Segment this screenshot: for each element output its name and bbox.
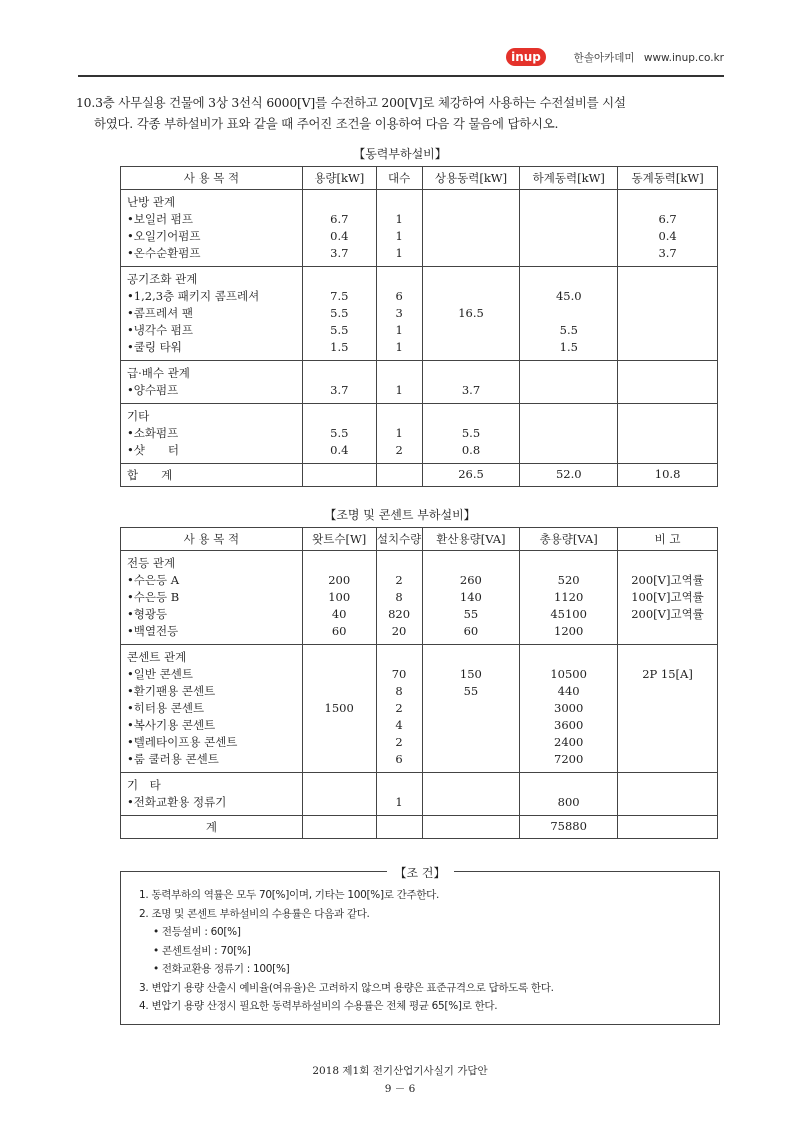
table-cell (121, 773, 303, 816)
conditions-title: 【조 건】 (387, 866, 454, 880)
total-value: 26.5 (422, 464, 520, 487)
condition-item: • 콘센트설비 : 70[%] (153, 944, 251, 957)
cell-value: 2 (395, 701, 403, 715)
table-cell (376, 404, 422, 464)
cell-value: 0.4 (658, 229, 677, 243)
column-header: 환산용량[VA] (422, 528, 520, 551)
cell-value (303, 751, 376, 768)
total-value (302, 464, 376, 487)
cell-value (423, 288, 520, 305)
cell-value: 1500 (324, 701, 354, 715)
cell-value: 10500 (550, 667, 587, 681)
table-cell (121, 361, 303, 404)
cell-value: 1 (395, 383, 403, 397)
cell-value: 5.5 (330, 323, 349, 337)
cell-value: 0.4 (330, 229, 349, 243)
item-label: •소화펌프 (127, 426, 179, 440)
item-label: •1,2,3층 패키지 콤프레셔 (127, 289, 260, 303)
table-cell (422, 645, 520, 773)
item-label: •보일러 펌프 (127, 212, 193, 226)
cell-value: 3600 (554, 718, 584, 732)
condition-item: • 전등설비 : 60[%] (153, 926, 241, 938)
item-label: •샷 터 (127, 443, 180, 457)
table1-caption: 【동력부하설비】 (353, 147, 447, 161)
cell-value (618, 322, 717, 339)
question-line-2: 하였다. 각종 부하설비가 표와 같을 때 주어진 조건을 이용하여 다음 각 물음에 답하시오. (94, 116, 559, 131)
cell-value: 2400 (554, 735, 584, 749)
total-value (376, 464, 422, 487)
column-header: 비 고 (618, 528, 718, 551)
cell-value (520, 211, 617, 228)
item-label: •형광등 (127, 607, 168, 621)
cell-value (423, 211, 520, 228)
cell-value: 140 (459, 590, 482, 604)
cell-value: 4 (395, 718, 403, 732)
total-value (422, 816, 520, 839)
cell-value (423, 717, 520, 734)
cell-value (618, 777, 717, 794)
cell-value: 8 (395, 590, 403, 604)
cell-value: 6 (395, 289, 403, 303)
cell-value (520, 365, 617, 382)
total-label: 계 (121, 816, 303, 839)
cell-value (618, 425, 717, 442)
cell-value: 520 (557, 573, 580, 587)
cell-value: 1 (395, 795, 403, 809)
condition-item: 3. 변압기 용량 산출시 예비율(여유율)은 고려하지 않으며 용량은 표준규격으로 답하도록 한다. (139, 981, 554, 994)
table-cell (520, 551, 618, 645)
cell-value (423, 245, 520, 262)
cell-value (377, 555, 422, 572)
table-cell (618, 551, 718, 645)
cell-value (423, 339, 520, 356)
cell-value (423, 555, 520, 572)
item-label: •수은등 B (127, 590, 180, 604)
cell-value: 2 (395, 443, 403, 457)
cell-value: 150 (459, 667, 482, 681)
table2-caption: 【조명 및 콘센트 부하설비】 (324, 508, 476, 522)
cell-value (377, 194, 422, 211)
item-label: 난방 관계 (127, 195, 176, 209)
item-label: •백열전등 (127, 624, 179, 638)
table-cell (376, 645, 422, 773)
cell-value (303, 194, 376, 211)
total-value: 75880 (520, 816, 618, 839)
table-cell (520, 645, 618, 773)
cell-value (423, 794, 520, 811)
cell-value (423, 751, 520, 768)
cell-value (618, 194, 717, 211)
cell-value (520, 777, 617, 794)
power-load-table (120, 166, 718, 487)
cell-value (520, 408, 617, 425)
column-header: 왓트수[W] (302, 528, 376, 551)
cell-value (303, 408, 376, 425)
cell-value (303, 555, 376, 572)
cell-value (618, 442, 717, 459)
cell-value (618, 408, 717, 425)
table-cell (121, 190, 303, 267)
cell-value (618, 305, 717, 322)
item-label: 급·배수 관계 (127, 366, 190, 380)
cell-value (423, 322, 520, 339)
cell-value: 3.7 (461, 383, 481, 397)
total-value: 10.8 (618, 464, 718, 487)
cell-value (423, 365, 520, 382)
condition-item: 4. 변압기 용량 산정시 필요한 동력부하설비의 수용률은 전체 평균 65[%]로 한다. (139, 1000, 498, 1012)
table-cell (422, 773, 520, 816)
brand-line (568, 50, 724, 65)
table-cell (618, 404, 718, 464)
page-header (78, 40, 724, 77)
cell-value: 1 (395, 426, 403, 440)
table-cell (302, 551, 376, 645)
column-header: 하계동력[kW] (520, 167, 618, 190)
table-cell (376, 267, 422, 361)
cell-value: 3.7 (658, 246, 677, 260)
question-number: 10. (76, 95, 96, 110)
table-header-row (121, 528, 718, 551)
cell-value: 6.7 (658, 212, 677, 226)
cell-value: 1 (395, 246, 403, 260)
table-row-group (121, 361, 718, 404)
brand-name: 한솔아카데미 (573, 52, 635, 64)
cell-value: 16.5 (458, 306, 484, 320)
cell-value: 800 (557, 795, 580, 809)
table-cell (618, 267, 718, 361)
total-label: 합 계 (121, 464, 303, 487)
cell-value: 40 (331, 607, 347, 621)
cell-value (520, 555, 617, 572)
table-cell (121, 267, 303, 361)
total-row (121, 816, 718, 839)
cell-value: 2P 15[A] (642, 667, 693, 681)
cell-value (303, 734, 376, 751)
total-row (121, 464, 718, 487)
cell-value (303, 777, 376, 794)
cell-value: 45100 (550, 607, 587, 621)
footer-page-number: 9 － 6 (384, 1083, 416, 1095)
cell-value: 200[V]고역률 (631, 573, 704, 587)
cell-value: 820 (388, 607, 411, 621)
cell-value (520, 228, 617, 245)
cell-value: 1 (395, 340, 403, 354)
question-line-1: 10.3층 사무실용 건물에 3상 3선식 6000[V]를 수전하고 200[V]로 체강하여 사용하는 수전설비를 시설 (76, 95, 626, 110)
table-row-group (121, 190, 718, 267)
cell-value: 60 (463, 624, 479, 638)
cell-value: 1.5 (330, 340, 349, 354)
cell-value: 45.0 (555, 289, 582, 303)
cell-value (377, 649, 422, 666)
cell-value: 5.5 (461, 426, 481, 440)
cell-value (618, 794, 717, 811)
lighting-outlet-load-table (120, 527, 718, 839)
item-label: •복사기용 콘센트 (127, 718, 216, 732)
cell-value (303, 666, 376, 683)
table-row-group (121, 267, 718, 361)
cell-value: 5.5 (330, 306, 349, 320)
brand-url[interactable]: www.inup.co.kr (643, 52, 724, 64)
cell-value: 1 (395, 212, 403, 226)
cell-value: 200 (328, 573, 351, 587)
cell-value (618, 700, 717, 717)
cell-value: 3000 (554, 701, 584, 715)
cell-value: 20 (391, 624, 407, 638)
cell-value (520, 442, 617, 459)
table-cell (121, 551, 303, 645)
question-text (76, 92, 736, 134)
cell-value (303, 365, 376, 382)
cell-value (618, 751, 717, 768)
cell-value: 60 (331, 624, 347, 638)
table-cell (618, 773, 718, 816)
column-header: 대수 (376, 167, 422, 190)
condition-item: 1. 동력부하의 역률은 모두 70[%]이며, 기타는 100[%]로 간주한다. (139, 889, 440, 901)
table-cell (121, 404, 303, 464)
table-cell (422, 361, 520, 404)
cell-value: 100[V]고역률 (631, 590, 704, 604)
item-label: 공기조화 관계 (127, 272, 198, 286)
table-cell (302, 404, 376, 464)
item-label: •텔레타이프용 콘센트 (127, 735, 238, 749)
cell-value: 1 (395, 229, 403, 243)
cell-value (618, 271, 717, 288)
conditions-box (120, 866, 720, 1025)
item-label: 기타 (127, 409, 150, 423)
total-value (376, 816, 422, 839)
cell-value: 0.4 (330, 443, 349, 457)
cell-value: 3.7 (330, 383, 349, 397)
column-header: 용량[kW] (302, 167, 376, 190)
cell-value: 1200 (554, 624, 584, 638)
cell-value: 200[V]고역률 (631, 607, 704, 621)
cell-value (423, 700, 520, 717)
cell-value: 55 (463, 607, 479, 621)
item-label: •히터용 콘센트 (127, 701, 205, 715)
footer-exam: 2018 제1회 전기산업기사실기 가답안 (312, 1065, 488, 1077)
item-label: •환기팬용 콘센트 (127, 684, 216, 698)
item-label: •양수펌프 (127, 383, 179, 397)
cell-value (618, 339, 717, 356)
cell-value (423, 271, 520, 288)
column-header: 동계동력[kW] (618, 167, 718, 190)
cell-value (618, 649, 717, 666)
cell-value (618, 365, 717, 382)
cell-value (423, 734, 520, 751)
cell-value (377, 408, 422, 425)
cell-value (618, 288, 717, 305)
total-value: 52.0 (520, 464, 618, 487)
table-cell (376, 361, 422, 404)
cell-value: 2 (395, 573, 403, 587)
cell-value: 1 (395, 323, 403, 337)
cell-value (520, 382, 617, 399)
cell-value (423, 649, 520, 666)
table-row-group (121, 645, 718, 773)
table-row-group (121, 551, 718, 645)
condition-item: • 전화교환용 정류기 : 100[%] (153, 963, 290, 975)
cell-value (520, 425, 617, 442)
cell-value (303, 794, 376, 811)
item-label: •콤프레셔 팬 (127, 306, 193, 320)
table-cell (302, 773, 376, 816)
cell-value: 440 (557, 684, 580, 698)
cell-value: 7200 (554, 752, 584, 766)
table-row-group (121, 404, 718, 464)
column-header: 총용량[VA] (520, 528, 618, 551)
cell-value (377, 777, 422, 794)
cell-value (423, 777, 520, 794)
cell-value (618, 623, 717, 640)
cell-value (423, 408, 520, 425)
cell-value: 5.5 (559, 323, 578, 337)
cell-value (618, 555, 717, 572)
table-cell (422, 267, 520, 361)
item-label: •수은등 A (127, 573, 180, 587)
table-cell (376, 190, 422, 267)
table-cell (618, 645, 718, 773)
table-cell (121, 645, 303, 773)
cell-value: 5.5 (330, 426, 349, 440)
table-cell (302, 267, 376, 361)
column-header: 사 용 목 적 (121, 528, 303, 551)
table-cell (376, 551, 422, 645)
cell-value (520, 305, 617, 322)
cell-value (377, 365, 422, 382)
cell-value (423, 228, 520, 245)
table-cell (618, 190, 718, 267)
item-label: •일반 콘센트 (127, 667, 193, 681)
cell-value (618, 382, 717, 399)
cell-value (618, 734, 717, 751)
column-header: 사 용 목 적 (121, 167, 303, 190)
cell-value: 0.8 (461, 443, 481, 457)
cell-value: 260 (459, 573, 482, 587)
table-cell (520, 267, 618, 361)
table-cell (520, 773, 618, 816)
cell-value: 6 (395, 752, 403, 766)
cell-value (520, 271, 617, 288)
table-cell (302, 190, 376, 267)
inup-logo: inup (506, 48, 546, 66)
item-label: 콘센트 관계 (127, 650, 187, 664)
cell-value (423, 194, 520, 211)
table-cell (520, 404, 618, 464)
condition-item: 2. 조명 및 콘센트 부하설비의 수용률은 다음과 같다. (139, 907, 370, 920)
cell-value (303, 717, 376, 734)
cell-value: 3.7 (330, 246, 349, 260)
table-cell (520, 361, 618, 404)
column-header: 설치수량 (376, 528, 422, 551)
table-row-group (121, 773, 718, 816)
table-cell (520, 190, 618, 267)
cell-value (303, 649, 376, 666)
cell-value (520, 245, 617, 262)
table-cell (302, 361, 376, 404)
cell-value: 3 (395, 306, 403, 320)
cell-value: 55 (463, 684, 479, 698)
item-label: •쿨링 타워 (127, 340, 182, 354)
table-cell (422, 551, 520, 645)
table-header-row (121, 167, 718, 190)
cell-value: 1.5 (559, 340, 578, 354)
item-label: •오일기어펌프 (127, 229, 201, 243)
cell-value: 1120 (554, 590, 584, 604)
item-label: •전화교환용 정류기 (127, 795, 227, 809)
cell-value (618, 717, 717, 734)
item-label: 기 타 (127, 778, 161, 792)
table-cell (422, 190, 520, 267)
total-value (618, 816, 718, 839)
conditions-list (139, 886, 554, 1016)
cell-value: 6.7 (330, 212, 349, 226)
item-label: •온수순환펌프 (127, 246, 201, 260)
column-header: 상용동력[kW] (422, 167, 520, 190)
cell-value (377, 271, 422, 288)
item-label: •냉각수 펌프 (127, 323, 193, 337)
table-cell (302, 645, 376, 773)
cell-value (520, 194, 617, 211)
cell-value (618, 683, 717, 700)
cell-value (303, 683, 376, 700)
table-cell (422, 404, 520, 464)
cell-value: 70 (391, 667, 407, 681)
cell-value (303, 271, 376, 288)
total-value (302, 816, 376, 839)
cell-value: 100 (328, 590, 351, 604)
cell-value: 8 (395, 684, 403, 698)
item-label: 전등 관계 (127, 556, 176, 570)
cell-value: 7.5 (330, 289, 349, 303)
cell-value: 2 (395, 735, 403, 749)
item-label: •룸 쿨러용 콘센트 (127, 752, 219, 766)
table-cell (376, 773, 422, 816)
table-cell (618, 361, 718, 404)
cell-value (520, 649, 617, 666)
